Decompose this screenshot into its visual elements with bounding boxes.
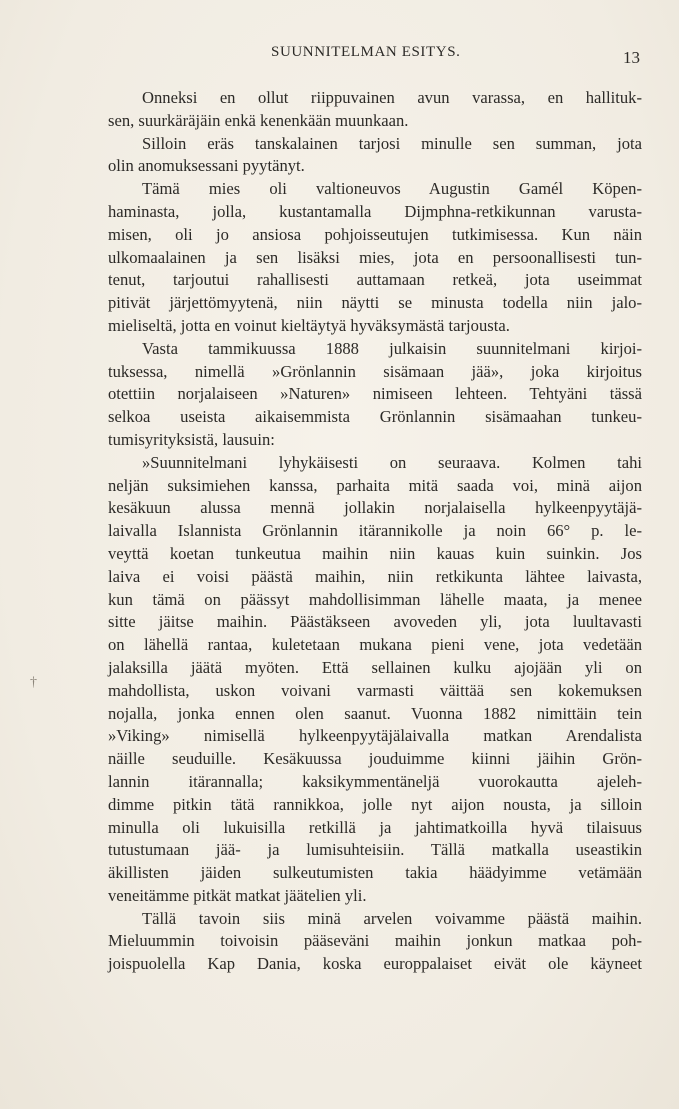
text-line: dimme pitkin tätä rannikkoa, jolle nyt aijon nousta, ja silloin	[108, 794, 642, 814]
text-line: nojalla, jonka ennen olen saanut. Vuonna 1882 nimittäin tein	[108, 703, 642, 723]
text-line: »Viking» nimisellä hylkeenpyytäjälaivalla matkan Arendalista	[108, 726, 642, 746]
text-line: haminasta, jolla, kustantamalla Dijmphna-retkikunnan varusta-	[108, 201, 642, 221]
text-line: lannin itärannalla; kaksikymmentäneljä vuorokautta ajeleh-	[108, 771, 642, 791]
text-line: on lähellä rantaa, kuletetaan mukana pieni vene, jota vedetään	[108, 635, 642, 655]
body-text	[108, 87, 642, 976]
text-line: olin anomuksessani pyytänyt.	[108, 156, 305, 176]
running-head: SUUNNITELMAN ESITYS.	[271, 44, 461, 60]
text-line: kun tämä on päässyt mahdollisimman lähelle maata, ja menee	[108, 589, 642, 609]
text-line: tutustumaan jää- ja lumisuhteisiin. Tällä matkalla useastikin	[108, 840, 642, 860]
text-line: otettiin norjalaiseen »Naturen» nimiseen lehteen. Tehtyäni tässä	[108, 384, 642, 404]
text-line: mahdollista, uskon voivani varmasti väittää sen kokemuksen	[108, 680, 642, 700]
text-line: pitivät järjettömyytenä, niin näytti se minusta todella niin jalo-	[108, 293, 642, 313]
text-line: tumisyrityksistä, lausuin:	[108, 429, 275, 449]
text-line: selkoa useista aikaisemmista Grönlannin sisämaahan tunkeu-	[108, 407, 642, 427]
text-line: tuksessa, nimellä »Grönlannin sisämaan jää», joka kirjoitus	[108, 361, 642, 381]
text-line: Silloin eräs tanskalainen tarjosi minulle sen summan, jota	[142, 133, 642, 153]
text-line: veneitämme pitkät matkat jäätelien yli.	[108, 885, 367, 905]
text-line: misen, oli jo ansiosa pohjoisseutujen tutkimisessa. Kun näin	[108, 224, 642, 244]
text-line: jalaksilla jäätä myöten. Että sellainen kulku ajojään yli on	[108, 657, 642, 677]
text-line: äkillisten jäiden sulkeutumisten takia häädyimme vetämään	[108, 863, 642, 883]
text-line: joispuolella Kap Dania, koska europpalaiset eivät ole käyneet	[108, 954, 642, 974]
text-line: sen, suurkäräjäin enkä kenenkään muunkaan.	[108, 110, 409, 130]
text-line: tenut, tarjoutui rahallisesti auttamaan retkeä, jota useimmat	[108, 270, 642, 290]
text-line: mieliseltä, jotta en voinut kieltäytyä hyväksymästä tarjousta.	[108, 315, 510, 335]
text-line: Mieluummin toivoisin pääseväni maihin jonkun matkaa poh-	[108, 931, 642, 951]
text-line: minulla oli lukuisilla retkillä ja jahtimatkoilla hyvä tilaisuus	[108, 817, 642, 837]
text-line: neljän suksimiehen kanssa, parhaita mitä saada voi, minä aijon	[108, 475, 642, 495]
text-line: sitte jäitse maihin. Päästäkseen avoveden yli, jota luultavasti	[108, 612, 642, 632]
text-line: »Suunnitelmani lyhykäisesti on seuraava. Kolmen tahi	[142, 452, 642, 472]
text-line: laivalla Islannista Grönlannin itärannikolle ja noin 66° p. le-	[108, 521, 642, 541]
text-line: laiva ei voisi päästä maihin, niin retkikunta lähtee laivasta,	[108, 566, 642, 586]
text-line: ulkomaalainen ja sen lisäksi mies, jota en persoonallisesti tun-	[108, 247, 642, 267]
text-line: Tämä mies oli valtioneuvos Augustin Gamél Köpen-	[142, 179, 642, 199]
page-header	[108, 44, 642, 68]
text-line: näille seuduille. Kesäkuussa jouduimme kiinni jäihin Grön-	[108, 749, 642, 769]
text-line: Vasta tammikuussa 1888 julkaisin suunnitelmani kirjoi-	[142, 338, 642, 358]
margin-mark: †	[30, 675, 37, 690]
text-line: Tällä tavoin siis minä arvelen voivamme päästä maihin.	[142, 908, 642, 928]
text-line: kesäkuun alussa mennä jollakin norjalaisella hylkeenpyytäjä-	[108, 498, 642, 518]
text-line: veyttä koetan tunkeutua maihin niin kauas kuin suinkin. Jos	[108, 543, 642, 563]
page-number: 13	[623, 48, 640, 67]
text-line: Onneksi en ollut riippuvainen avun varassa, en hallituk-	[142, 88, 642, 107]
